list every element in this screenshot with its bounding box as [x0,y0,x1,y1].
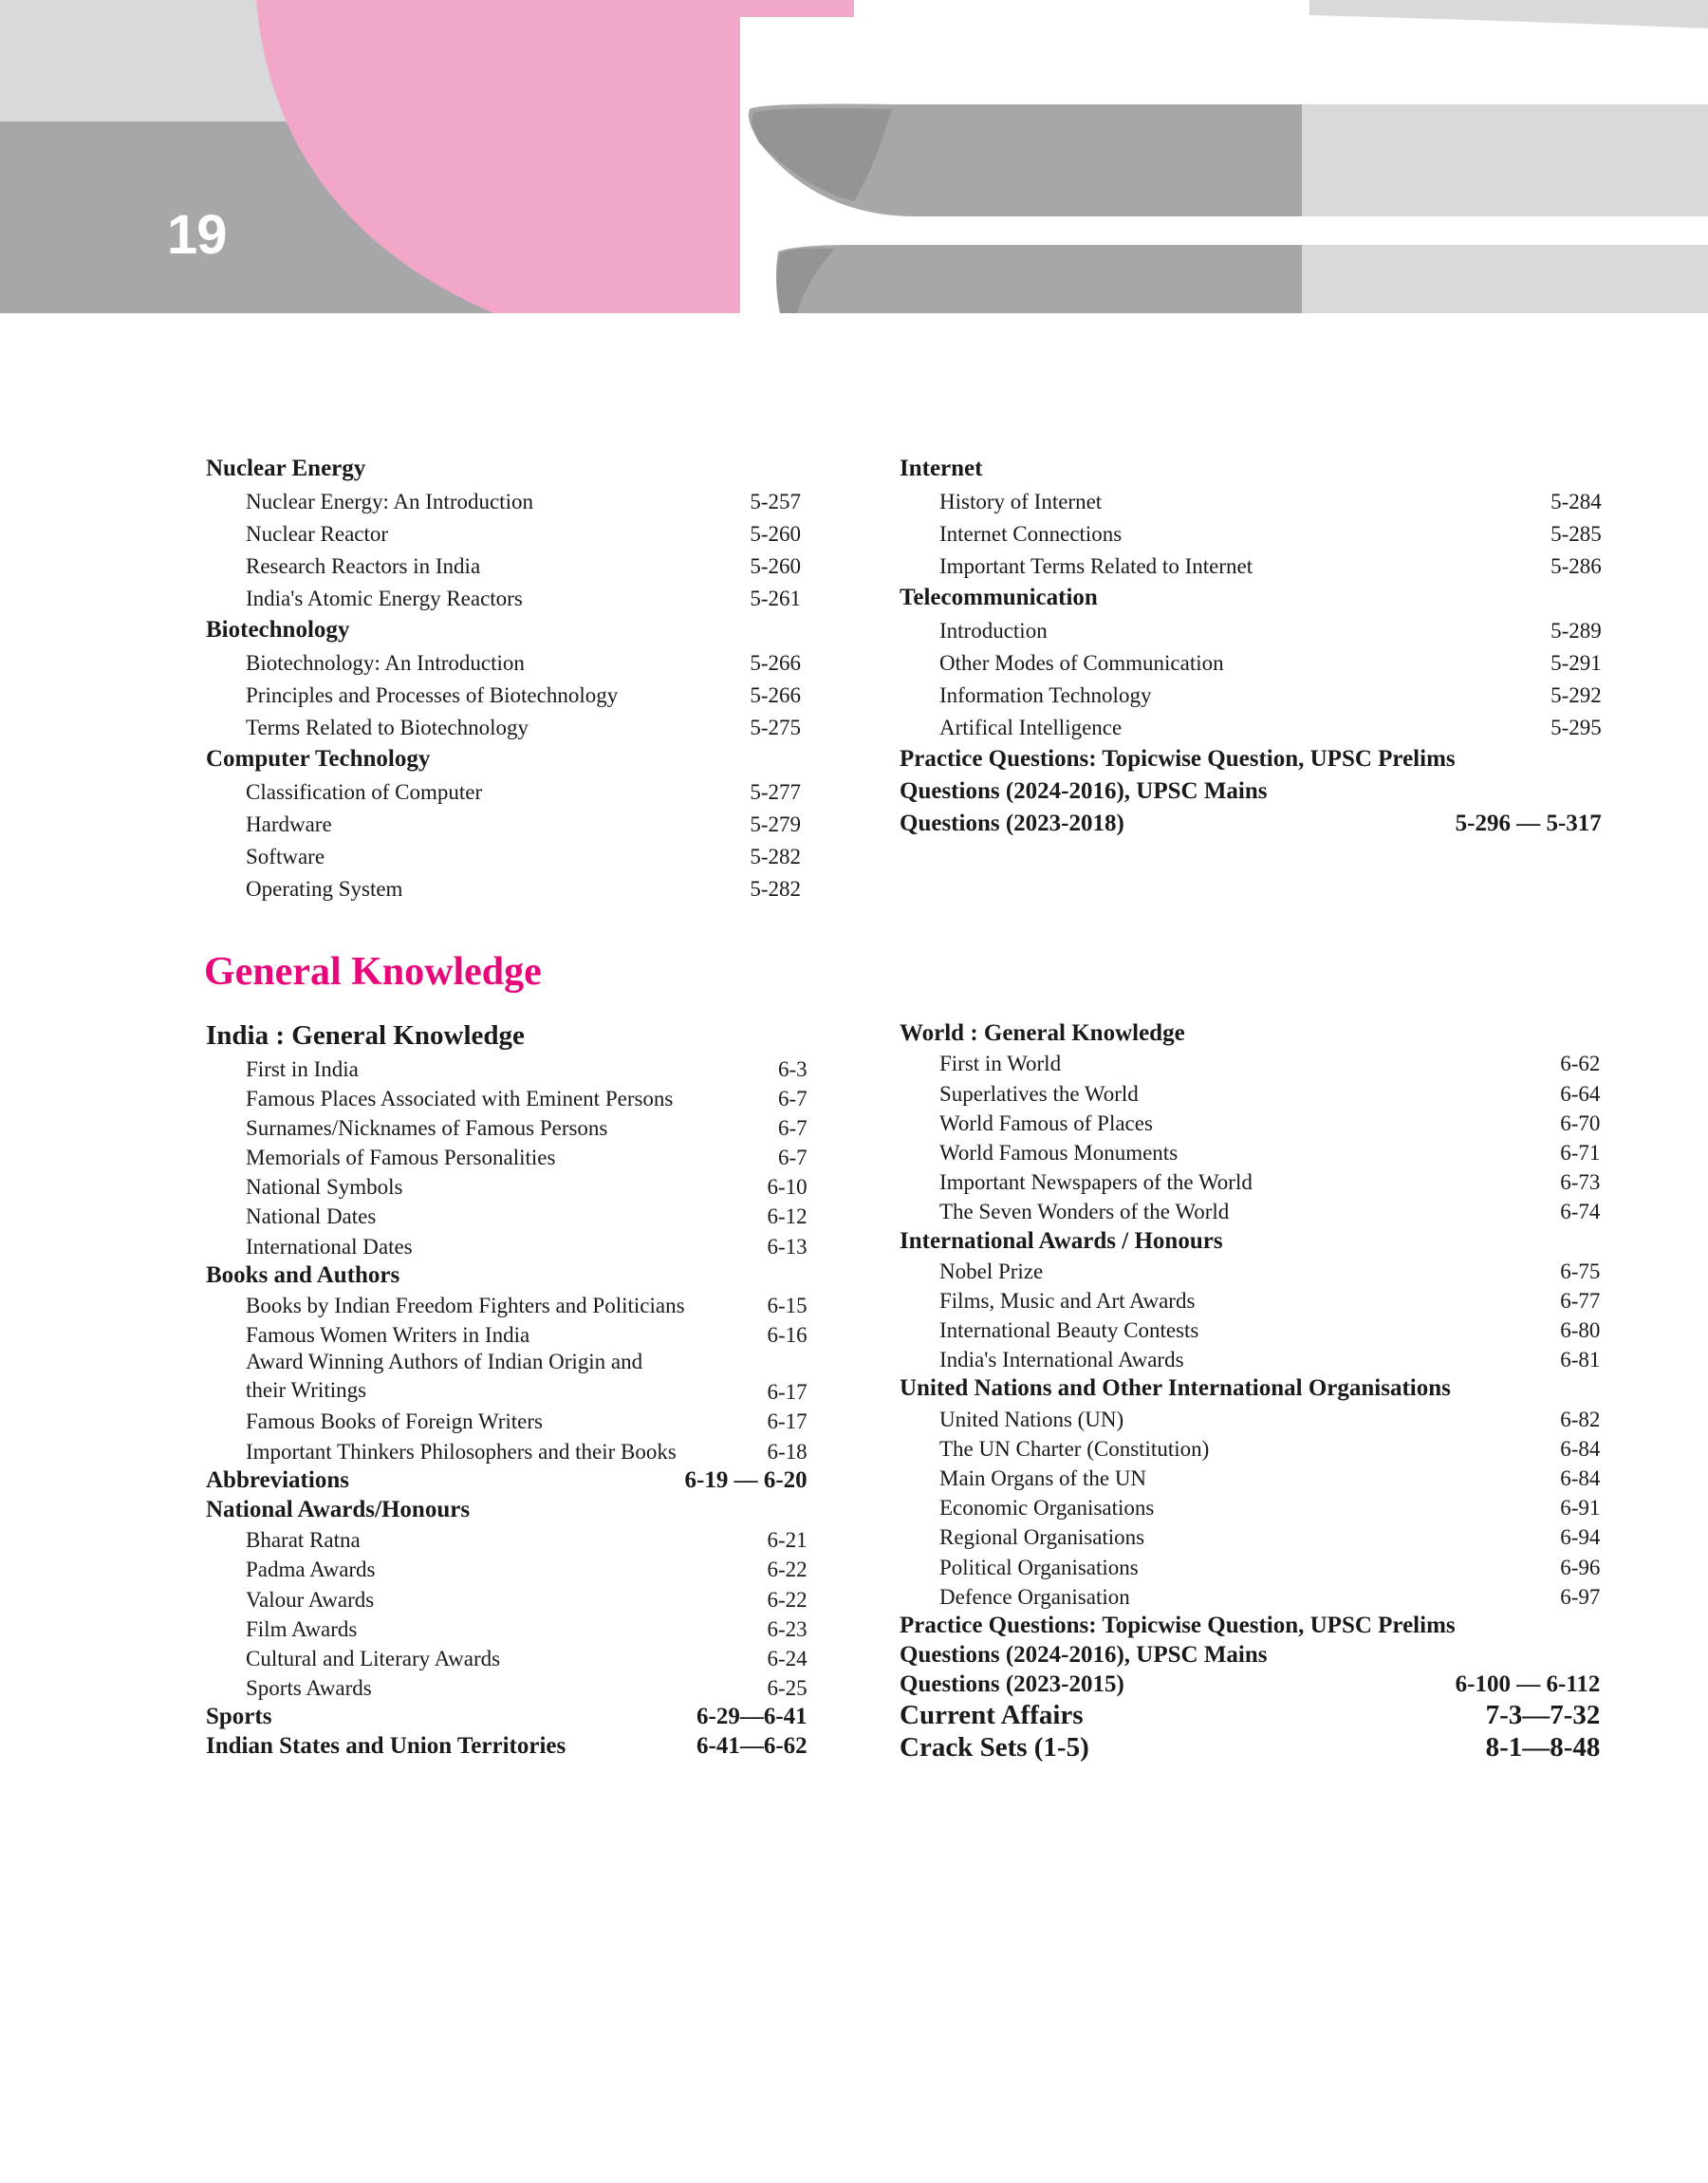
toc-page: 5-279 [750,812,801,836]
toc-heading [900,773,1602,805]
toc-heading [206,1465,808,1494]
toc-label: Sports Awards [246,1676,372,1701]
toc-entry [206,1289,808,1318]
toc-page: 6-64 [1560,1081,1601,1106]
toc-entry [206,676,801,708]
toc-page [685,1259,808,1289]
toc-page: 6-18 [767,1439,808,1464]
toc-label: Hardware [246,812,332,836]
toc-entry [206,482,801,514]
toc-heading [206,1019,808,1052]
toc-label: National Symbols [246,1175,403,1200]
toc-page: 6-81 [1560,1348,1601,1372]
toc-label: India's International Awards [939,1348,1184,1372]
toc-label: National Awards/Honours [206,1496,471,1522]
toc-label: First in India [246,1056,359,1081]
toc-page: 5-291 [1550,651,1602,675]
toc-label: Famous Books of Foreign Writers [246,1409,543,1434]
toc-page: 6-97 [1560,1584,1601,1609]
toc-page: 5-284 [1550,490,1602,513]
toc-page: 6-3 [778,1056,808,1081]
toc-entry [206,708,801,740]
toc-page [735,611,801,644]
toc-page: 6-13 [767,1234,808,1259]
toc-label: Questions (2024-2016), UPSC Mains [900,778,1268,804]
toc-page: 5-282 [750,845,801,868]
toc-page: 6-94 [1560,1525,1601,1550]
toc-entry [206,1082,808,1111]
toc-heading [900,1017,1600,1047]
toc-page: 6-22 [767,1558,808,1582]
toc-page: 6-74 [1560,1200,1601,1224]
toc-table [900,1017,1600,1763]
toc-label: Biotechnology [206,617,350,643]
toc-label: Important Terms Related to Internet [939,554,1253,578]
toc-page: 5-282 [750,877,801,901]
toc-page: 6-17 [767,1409,808,1434]
toc-heading [900,740,1602,773]
toc-label: Research Reactors in India [246,554,481,578]
toc-label: International Dates [246,1234,413,1259]
toc-page: 5-285 [1550,522,1602,546]
toc-page: 6-12 [767,1204,808,1229]
toc-column-bottom-left [206,1019,808,1760]
toc-label: Artifical Intelligence [939,716,1123,739]
toc-heading [206,1701,808,1730]
toc-page: 6-16 [767,1323,808,1348]
toc-page: 6-80 [1560,1318,1601,1343]
toc-heading [900,1698,1600,1730]
toc-label: India : General Knowledge [206,1020,525,1052]
header-banner [0,0,1708,313]
toc-page: 6-23 [767,1616,808,1641]
toc-heading [900,1224,1600,1254]
toc-entry [206,1582,808,1612]
toc-entry [206,1671,808,1701]
toc-entry [206,1111,808,1141]
toc-page [1456,1224,1601,1254]
toc-label: Classification of Computer [246,780,483,804]
toc-entry [206,1170,808,1200]
toc-page: 6-71 [1560,1140,1601,1165]
toc-label: Memorials of Famous Personalities [246,1146,556,1170]
toc-page: 6-17 [767,1380,808,1405]
toc-label: Nobel Prize [939,1259,1044,1283]
toc-label: United Nations (UN) [939,1407,1124,1431]
toc-page: 6-84 [1560,1436,1601,1461]
toc-page: 5-260 [750,554,801,578]
toc-table [206,450,801,902]
toc-page [1456,1017,1601,1047]
toc-page: 5-286 [1550,554,1602,578]
toc-label: Cultural and Literary Awards [246,1646,501,1670]
toc-entry [900,547,1602,579]
toc-entry [206,1642,808,1671]
toc-label: First in World [939,1052,1062,1076]
toc-label: Practice Questions: Topicwise Question, UPSC Prelims [900,1612,1456,1638]
toc-label: Questions (2023-2018) [900,811,1124,836]
toc-label: Introduction [939,619,1048,643]
toc-heading [900,805,1602,837]
toc-page: 6-75 [1560,1259,1601,1283]
toc-entry [206,1553,808,1582]
toc-entry [206,805,801,837]
toc-page: 6-73 [1560,1170,1601,1195]
toc-label: Sports [206,1704,272,1730]
toc-label: Internet Connections [939,522,1123,546]
toc-page: 5-266 [750,651,801,675]
toc-label: Important Thinkers Philosophers and their Books [246,1439,677,1464]
toc-label: Questions (2024-2016), UPSC Mains [900,1642,1268,1669]
toc-page: 5-292 [1550,683,1602,707]
toc-page: 6-21 [767,1528,808,1553]
toc-page: 6-24 [767,1646,808,1670]
toc-entry [206,1052,808,1081]
toc-label: World Famous Monuments [939,1140,1179,1165]
toc-page: 6-25 [767,1676,808,1701]
toc-label: Famous Women Writers in India [246,1323,530,1348]
toc-entry [900,1136,1600,1166]
toc-heading [900,1372,1600,1402]
toc-heading [900,1731,1600,1763]
toc-page: 5-296 — 5-317 [1455,811,1602,836]
toc-page: 6-77 [1560,1288,1601,1313]
toc-label: World Famous of Places [939,1110,1153,1135]
toc-entry [206,869,801,902]
toc-page: 5-261 [750,587,801,610]
page-number: 19 [167,204,227,266]
toc-entry [206,547,801,579]
toc-entry [900,1550,1600,1579]
toc-heading [900,579,1602,611]
toc-heading [206,1494,808,1523]
toc-label: Political Organisations [939,1555,1139,1579]
toc-label: India's Atomic Energy Reactors [246,587,523,610]
toc-label: National Dates [246,1204,377,1229]
toc-entry [900,1255,1600,1284]
toc-entry [206,644,801,676]
toc-page [1456,773,1602,805]
toc-label: History of Internet [939,490,1103,513]
toc-page: 6-7 [778,1086,808,1110]
toc-label: Crack Sets (1-5) [900,1731,1089,1763]
toc-label: Books by Indian Freedom Fighters and Politicians [246,1294,685,1317]
toc-label: World : General Knowledge [900,1020,1185,1047]
toc-entry [206,1405,808,1434]
toc-entry [900,1432,1600,1462]
toc-label: Biotechnology: An Introduction [246,651,525,675]
toc-page: 5-275 [750,716,801,739]
toc-entry [900,1580,1600,1610]
toc-label: Film Awards [246,1616,358,1641]
toc-label: Bharat Ratna [246,1528,361,1553]
toc-heading [900,1639,1600,1669]
toc-page: 6-84 [1560,1466,1601,1490]
toc-page [1456,579,1602,611]
toc-label: Superlatives the World [939,1081,1139,1106]
toc-heading [900,1669,1600,1698]
toc-entry [900,644,1602,676]
toc-page [735,450,801,482]
toc-label: The Seven Wonders of the World [939,1200,1230,1224]
toc-label: Nuclear Energy [206,456,366,481]
toc-label: Defence Organisation [939,1584,1130,1609]
toc-entry [206,1523,808,1553]
toc-entry [206,579,801,611]
toc-table [900,450,1602,837]
toc-label: Information Technology [939,683,1152,707]
toc-page [685,1494,808,1523]
toc-heading [206,1730,808,1760]
toc-page: 6-29—6-41 [696,1704,808,1730]
toc-label: International Awards / Honours [900,1227,1223,1254]
toc-label: Nuclear Energy: An Introduction [246,490,533,513]
toc-entry [900,514,1602,547]
toc-page: 6-10 [767,1175,808,1200]
toc-column-top-right [900,450,1602,837]
toc-entry [900,1402,1600,1431]
toc-page: 5-295 [1550,716,1602,739]
toc-page: 6-62 [1560,1052,1601,1076]
toc-page: 6-100 — 6-112 [1455,1671,1601,1698]
toc-label: Principles and Processes of Biotechnology [246,683,619,707]
toc-label: Indian States and Union Territories [206,1733,566,1760]
toc-entry [900,1462,1600,1491]
toc-heading [900,450,1602,482]
toc-page: 5-266 [750,683,801,707]
toc-page [1456,1610,1601,1639]
toc-page: 6-96 [1560,1555,1601,1579]
toc-page: 5-277 [750,780,801,804]
toc-page [1456,1372,1601,1402]
toc-table [206,1019,808,1760]
toc-page [1456,450,1602,482]
toc-label: Important Newspapers of the World [939,1170,1253,1195]
toc-entry [900,1284,1600,1314]
toc-heading [206,611,801,644]
toc-label: Terms Related to Biotechnology [246,716,529,739]
toc-entry [206,837,801,869]
toc-label: Films, Music and Art Awards [939,1288,1196,1313]
toc-entry [900,1491,1600,1521]
toc-page: 5-260 [750,522,801,546]
toc-label: United Nations and Other International Organisations [900,1375,1451,1402]
toc-page [1456,1639,1601,1669]
toc-entry [206,514,801,547]
toc-entry [206,1318,808,1348]
toc-label: Operating System [246,877,403,901]
toc-heading [900,1610,1600,1639]
toc-entry [900,1107,1600,1136]
toc-label: Padma Awards [246,1558,376,1582]
toc-label: Computer Technology [206,746,431,772]
toc-entry [206,1613,808,1642]
toc-label: Current Affairs [900,1699,1084,1730]
toc-label: Abbreviations [206,1466,349,1493]
toc-label: Economic Organisations [939,1496,1155,1521]
toc-heading [206,450,801,482]
toc-page: 8-1—8-48 [1485,1731,1601,1763]
toc-page: 5-257 [750,490,801,513]
toc-entry [900,1166,1600,1195]
toc-entry [206,1229,808,1259]
toc-heading [206,740,801,773]
toc-entry [900,1047,1600,1076]
section-title: General Knowledge [204,950,542,994]
toc-entry [206,1348,808,1405]
toc-entry [900,482,1602,514]
toc-label: Valour Awards [246,1587,375,1612]
toc-entry [206,1141,808,1170]
toc-page: 6-7 [778,1115,808,1140]
toc-entry [900,1521,1600,1550]
toc-entry [206,1200,808,1229]
toc-entry [206,1434,808,1464]
toc-label: The UN Charter (Constitution) [939,1436,1210,1461]
toc-label: Award Winning Authors of Indian Origin and their Writings [246,1350,643,1403]
toc-entry [900,1343,1600,1372]
toc-page: 6-22 [767,1587,808,1612]
toc-page: 6-7 [778,1146,808,1170]
toc-page: 5-289 [1550,619,1602,643]
toc-page: 6-91 [1560,1496,1601,1521]
toc-entry [206,773,801,805]
toc-page: 6-41—6-62 [696,1733,808,1760]
toc-page: 6-15 [767,1294,808,1317]
toc-page: 6-70 [1560,1110,1601,1135]
toc-entry [900,1076,1600,1106]
toc-page [735,740,801,773]
toc-heading [206,1259,808,1289]
toc-label: Nuclear Reactor [246,522,389,546]
toc-label: Famous Places Associated with Eminent Persons [246,1086,674,1110]
toc-label: Practice Questions: Topicwise Question, UPSC Prelims [900,746,1456,772]
toc-label: Regional Organisations [939,1525,1145,1550]
toc-page: 6-82 [1560,1407,1601,1431]
toc-label: Internet [900,456,983,481]
toc-column-bottom-right [900,1017,1601,1763]
toc-label: Surnames/Nicknames of Famous Persons [246,1115,608,1140]
toc-label: Questions (2023-2015) [900,1671,1124,1698]
toc-page: 7-3—7-32 [1485,1699,1601,1730]
toc-label: Software [246,845,325,868]
toc-entry [900,708,1602,740]
toc-label: Telecommunication [900,585,1098,610]
toc-label: Other Modes of Communication [939,651,1224,675]
toc-entry [900,1314,1600,1343]
toc-entry [900,1195,1600,1224]
toc-label: Main Organs of the UN [939,1466,1147,1490]
toc-label: Books and Authors [206,1261,400,1288]
toc-column-top-left [206,450,801,902]
toc-entry [900,676,1602,708]
toc-page: 6-19 — 6-20 [684,1466,808,1493]
toc-page [685,1019,808,1052]
toc-page [1456,740,1602,773]
toc-label: International Beauty Contests [939,1318,1199,1343]
toc-entry [900,611,1602,644]
